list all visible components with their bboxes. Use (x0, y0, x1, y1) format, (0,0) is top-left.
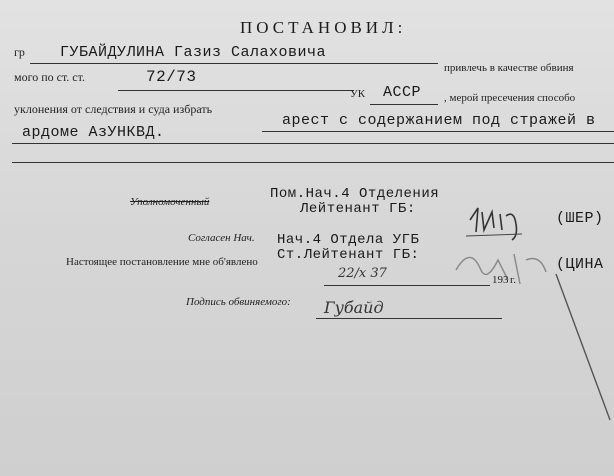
diagonal-pen-stroke (552, 270, 614, 430)
blank-line (12, 162, 614, 163)
accused-name: ГУБАЙДУЛИНА Газиз Салаховича (60, 44, 327, 61)
date-underline (324, 285, 490, 286)
signer1-name: (ШЕР) (556, 210, 604, 227)
measure-prefix: уклонения от следствия и суда избрать (14, 102, 213, 116)
accused-signature-underline (316, 318, 502, 319)
year-suffix: г. (510, 274, 517, 286)
charge-text: привлечь в качестве обвиня (444, 62, 574, 74)
measure-text: , мерой пресечения способо (444, 92, 576, 104)
struck-official-label: Уполномоченный (130, 196, 210, 208)
citizen-prefix: гр (14, 45, 25, 59)
republic-value: АССР (383, 84, 422, 101)
document-heading: ПОСТАНОВИЛ: (240, 18, 407, 37)
measure-underline-2 (12, 143, 614, 144)
announce-date: 22/х 37 (338, 266, 387, 281)
measure-value-line1: арест с содержанием под стражей в (282, 112, 596, 129)
agreed-label: Согласен Нач. (188, 232, 255, 244)
uk-label: УК (350, 88, 366, 100)
measure-value-line2: ардоме АзУНКВД. (22, 124, 165, 141)
year-prefix: 193 (492, 274, 509, 286)
position1-line2: Лейтенант ГБ: (300, 201, 416, 217)
articles-underline (118, 90, 354, 91)
measure-underline-1 (262, 131, 614, 132)
accused-signature: Губайд (324, 298, 384, 317)
republic-underline (370, 104, 438, 105)
position1-line1: Пом.Нач.4 Отделения (270, 186, 440, 202)
articles-value: 72/73 (146, 68, 197, 86)
position2-line1: Нач.4 Отдела УГБ (277, 232, 420, 248)
accused-signature-label: Подпись обвиняемого: (186, 296, 291, 308)
name-underline (30, 63, 438, 64)
articles-prefix: мого по ст. ст. (14, 70, 85, 84)
position2-line2: Ст.Лейтенант ГБ: (277, 247, 420, 263)
signer2-name: (ЦИНА (556, 256, 604, 273)
announce-label: Настоящее постановление мне об'явлено (66, 256, 258, 268)
signature-2-scribble (450, 240, 560, 300)
